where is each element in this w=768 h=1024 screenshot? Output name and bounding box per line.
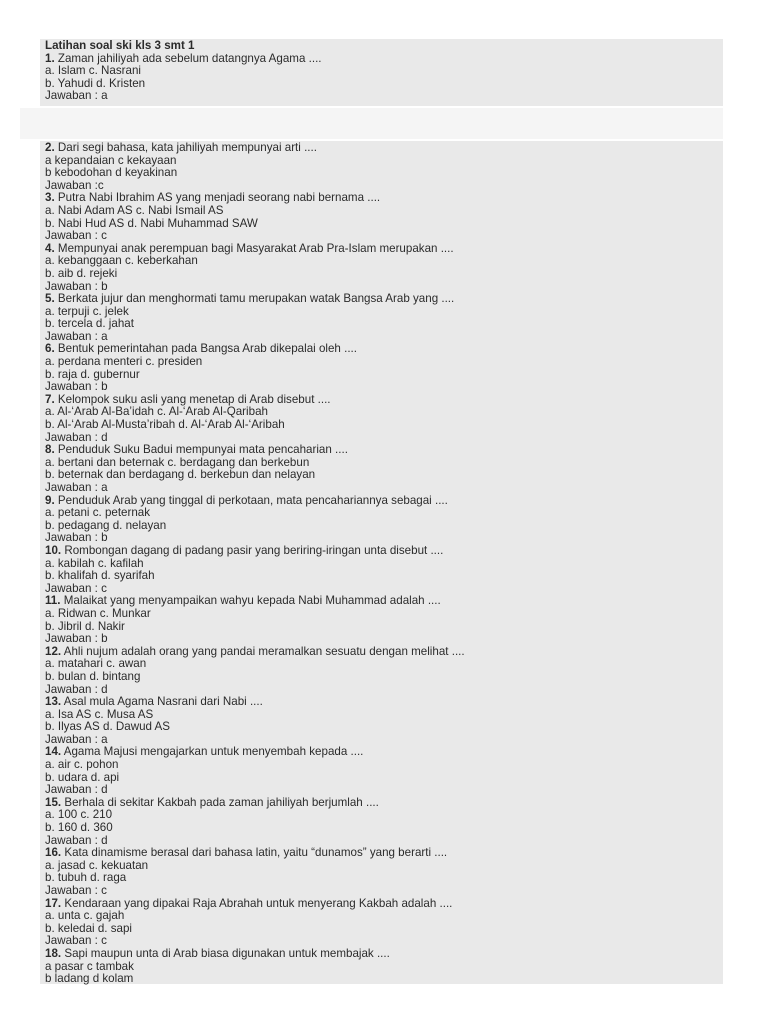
question-number: 6. (45, 343, 55, 356)
option-line: a. terpuji c. jelek (45, 305, 129, 318)
question-number: 11. (45, 595, 61, 608)
answer-line: Jawaban : d (45, 431, 108, 444)
question-line (45, 243, 723, 256)
question-number: 13. (45, 696, 62, 709)
answer-line: Jawaban : d (45, 834, 108, 847)
question-number: 12. (45, 645, 62, 658)
option-line: b. khalifah d. syarifah (45, 570, 155, 583)
question-number: 8. (45, 444, 55, 457)
question-item (45, 746, 723, 796)
question-line (45, 495, 723, 508)
question-text: Sapi maupun unta di Arab biasa digunakan untuk membajak .... (64, 947, 390, 960)
option-line: a. jasad c. kekuatan (45, 859, 149, 872)
question-list-first (45, 53, 723, 103)
question-text: Kelompok suku asli yang menetap di Arab disebut .... (57, 393, 331, 406)
option-line: b. tubuh d. raga (45, 872, 127, 885)
option-line: b. keledai d. sapi (45, 922, 133, 935)
option-line: a. Isa AS c. Musa AS (45, 708, 154, 721)
question-text: Putra Nabi Ibrahim AS yang menjadi seorang nabi bernama .... (57, 192, 381, 205)
option-line: b. udara d. api (45, 771, 120, 784)
question-item (45, 444, 723, 494)
answer-line: Jawaban : c (45, 935, 107, 948)
question-text: Berhala di sekitar Kakbah pada zaman jahiliyah berjumlah .... (64, 796, 379, 809)
answer-line: Jawaban : a (45, 330, 108, 343)
question-number: 1. (45, 52, 55, 65)
question-text: Mempunyai anak perempuan bagi Masyarakat Arab Pra-Islam merupakan .... (57, 242, 454, 255)
page-gap (20, 108, 723, 139)
question-number: 3. (45, 192, 55, 205)
question-line (45, 53, 723, 66)
question-text: Malaikat yang menyampaikan wahyu kepada Nabi Muhammad adalah .... (63, 595, 441, 608)
answer-line: Jawaban : b (45, 280, 108, 293)
question-line (45, 646, 723, 659)
option-line: a. bertani dan beternak c. berdagang dan berkebun (45, 456, 310, 469)
question-item (45, 595, 723, 645)
answer-line: Jawaban : a (45, 733, 108, 746)
answer-line: Jawaban : b (45, 532, 108, 545)
question-number: 2. (45, 141, 55, 154)
answer-line: Jawaban : d (45, 683, 108, 696)
question-number: 17. (45, 897, 62, 910)
question-item (45, 948, 723, 986)
option-line: a pasar c tambak (45, 960, 134, 973)
option-line: b. tercela d. jahat (45, 318, 134, 331)
question-line (45, 948, 723, 961)
option-line: a. perdana menteri c. presiden (45, 356, 203, 369)
question-number: 14. (45, 746, 62, 759)
option-line: b. Ilyas AS d. Dawud AS (45, 721, 171, 734)
answer-line: Jawaban : c (45, 230, 107, 243)
answer-line: Jawaban : a (45, 90, 108, 103)
question-number: 10. (45, 544, 62, 557)
option-line: a kepandaian c kekayaan (45, 154, 177, 167)
question-number: 9. (45, 494, 55, 507)
option-line: b. Yahudi d. Kristen (45, 77, 146, 90)
option-line: a. kabilah c. kafilah (45, 557, 144, 570)
option-line: b kebodohan d keyakinan (45, 167, 178, 180)
question-text: Kata dinamisme berasal dari bahasa latin, yaitu “dunamos” yang berarti .... (64, 847, 448, 860)
option-line: a. Nabi Adam AS c. Nabi Ismail AS (45, 204, 224, 217)
question-number: 18. (45, 947, 62, 960)
question-number: 4. (45, 242, 55, 255)
question-line (45, 898, 723, 911)
question-item (45, 142, 723, 192)
option-line: b. pedagang d. nelayan (45, 519, 167, 532)
question-text: Ahli nujum adalah orang yang pandai meramalkan sesuatu dengan melihat .... (63, 645, 465, 658)
answer-line: Jawaban : a (45, 482, 108, 494)
option-line: b. Nabi Hud AS d. Nabi Muhammad SAW (45, 217, 258, 230)
option-line: b. aib d. rejeki (45, 267, 118, 280)
option-line: b. Al-‘Arab Al-Musta’ribah d. Al-‘Arab Al-‘Aribah (45, 419, 285, 432)
question-text: Agama Majusi mengajarkan untuk menyembah kepada .... (63, 746, 364, 759)
question-line (45, 696, 723, 709)
answer-line: Jawaban :c (45, 179, 104, 192)
option-line: b. beternak dan berdagang d. berkebun dan nelayan (45, 469, 316, 482)
option-line: a. unta c. gajah (45, 910, 125, 923)
question-line (45, 595, 723, 608)
option-line: a. air c. pohon (45, 759, 119, 772)
option-line: b ladang d kolam (45, 973, 134, 986)
option-line: a. 100 c. 210 (45, 809, 113, 822)
question-line (45, 394, 723, 407)
question-item (45, 898, 723, 948)
question-item (45, 394, 723, 444)
document-title: Latihan soal ski kls 3 smt 1 (45, 40, 195, 52)
question-item (45, 53, 723, 103)
question-item (45, 192, 723, 242)
question-number: 7. (45, 393, 55, 406)
question-item (45, 343, 723, 393)
answer-line: Jawaban : b (45, 381, 108, 394)
question-item (45, 243, 723, 293)
option-line: a. petani c. peternak (45, 507, 151, 520)
question-item (45, 495, 723, 545)
question-number: 5. (45, 293, 55, 306)
answer-line: Jawaban : b (45, 633, 108, 646)
option-line: a. Al-‘Arab Al-Ba’idah c. Al-‘Arab Al-Qaribah (45, 406, 268, 419)
question-text: Kendaraan yang dipakai Raja Abrahah untuk menyerang Kakbah adalah .... (64, 897, 453, 910)
question-item (45, 797, 723, 847)
question-item (45, 847, 723, 897)
option-line: a. matahari c. awan (45, 658, 147, 671)
question-text: Penduduk Arab yang tinggal di perkotaan, mata pencahariannya sebagai .... (57, 494, 448, 507)
question-text: Rombongan dagang di padang pasir yang beriring-iringan unta disebut .... (64, 544, 444, 557)
answer-line: Jawaban : c (45, 582, 107, 595)
question-number: 15. (45, 796, 62, 809)
question-item (45, 696, 723, 746)
question-line (45, 797, 723, 810)
option-line: b. 160 d. 360 (45, 822, 113, 835)
question-line (45, 343, 723, 356)
question-line (45, 545, 723, 558)
document-page (40, 39, 723, 984)
option-line: a. Islam c. Nasrani (45, 65, 141, 78)
option-line: a. Ridwan c. Munkar (45, 607, 151, 620)
question-line (45, 192, 723, 205)
question-line (45, 444, 723, 457)
answer-line: Jawaban : d (45, 784, 108, 797)
question-text: Berkata jujur dan menghormati tamu merupakan watak Bangsa Arab yang .... (57, 293, 455, 306)
question-line (45, 847, 723, 860)
question-text: Bentuk pemerintahan pada Bangsa Arab dikepalai oleh .... (57, 343, 357, 356)
question-line (45, 746, 723, 759)
question-item (45, 646, 723, 696)
option-line: b. Jibril d. Nakir (45, 620, 125, 633)
question-line (45, 142, 723, 155)
answer-line: Jawaban : c (45, 885, 107, 897)
question-item (45, 545, 723, 595)
question-line (45, 293, 723, 306)
question-text: Dari segi bahasa, kata jahiliyah mempunyai arti .... (57, 141, 317, 154)
question-item (45, 293, 723, 343)
question-number: 16. (45, 847, 62, 860)
option-line: a. kebanggaan c. keberkahan (45, 255, 198, 268)
option-line: b. raja d. gubernur (45, 368, 140, 381)
document-block-1 (40, 39, 723, 106)
option-line: b. bulan d. bintang (45, 670, 141, 683)
question-text: Zaman jahiliyah ada sebelum datangnya Agama .... (57, 52, 322, 65)
question-text: Penduduk Suku Badui mempunyai mata pencaharian .... (57, 444, 348, 457)
question-text: Asal mula Agama Nasrani dari Nabi .... (63, 696, 263, 709)
document-block-2 (40, 141, 723, 984)
